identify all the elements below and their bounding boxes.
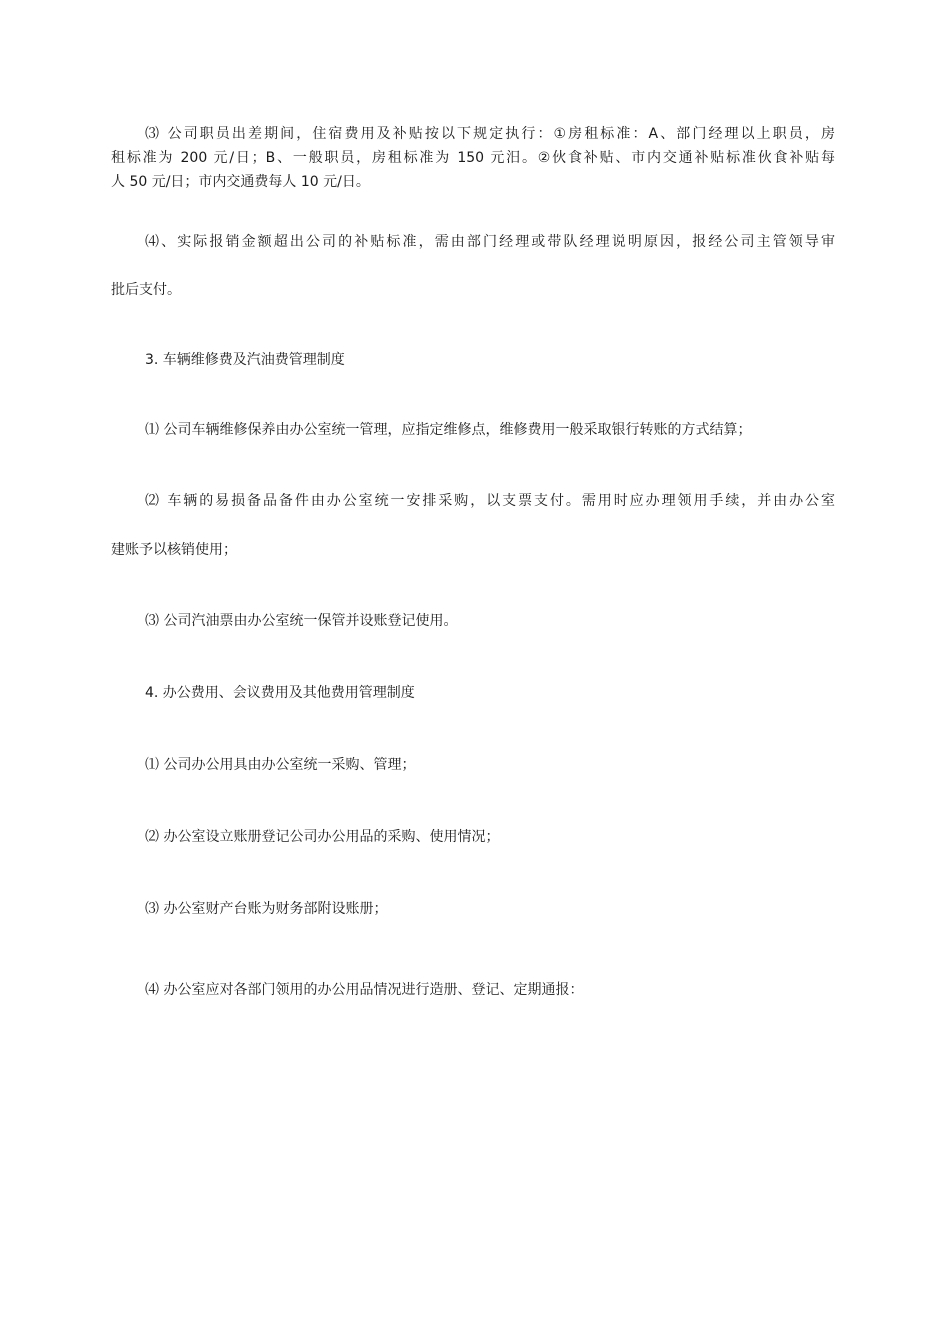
paragraph-reimbursement-excess [111, 230, 835, 254]
text-line: 建账予以核销使用； [111, 542, 237, 558]
paragraph-office-ledger: ⑵ 办公室设立账册登记公司办公用品的采购、使用情况； [145, 829, 500, 845]
paragraph-supplies-reporting: ⑷ 办公室应对各部门领用的办公用品情况进行造册、登记、定期通报： [145, 982, 584, 998]
section-heading-vehicle-expenses: 3. 车辆维修费及汽油费管理制度 [145, 352, 345, 368]
paragraph-vehicle-spare-parts [111, 489, 835, 513]
text-line: ⑷、实际报销金额超出公司的补贴标准，需由部门经理或带队经理说明原因，报经公司主管领导审 [145, 234, 835, 250]
paragraph-lodging-allowance [111, 122, 835, 194]
text-line: ⑵ 车辆的易损备品备件由办公室统一安排采购，以支票支付。需用时应办理领用手续，并由办公室 [145, 493, 835, 509]
text-line: 租标准为 200 元/日；B、一般职员，房租标准为 150 元汨。②伙食补贴、市内交通补贴标准伙食补贴每 [111, 150, 835, 166]
paragraph-fuel-tickets: ⑶ 公司汽油票由办公室统一保管并设账登记使用。 [145, 613, 458, 629]
text-line: ⑶ 公司职员出差期间，住宿费用及补贴按以下规定执行：①房租标准：A、部门经理以上职员，房 [145, 126, 835, 142]
section-heading-office-expenses: 4. 办公费用、会议费用及其他费用管理制度 [145, 685, 415, 701]
paragraph-office-supplies: ⑴ 公司办公用具由办公室统一采购、管理； [145, 757, 416, 773]
paragraph-vehicle-maintenance: ⑴ 公司车辆维修保养由办公室统一管理，应指定维修点，维修费用一般采取银行转账的方式结算； [145, 422, 752, 438]
text-line: 批后支付。 [111, 282, 181, 298]
paragraph-property-ledger: ⑶ 办公室财产台账为财务部附设账册； [145, 901, 388, 917]
text-line: 人 50 元/日；市内交通费每人 10 元/日。 [111, 174, 370, 190]
